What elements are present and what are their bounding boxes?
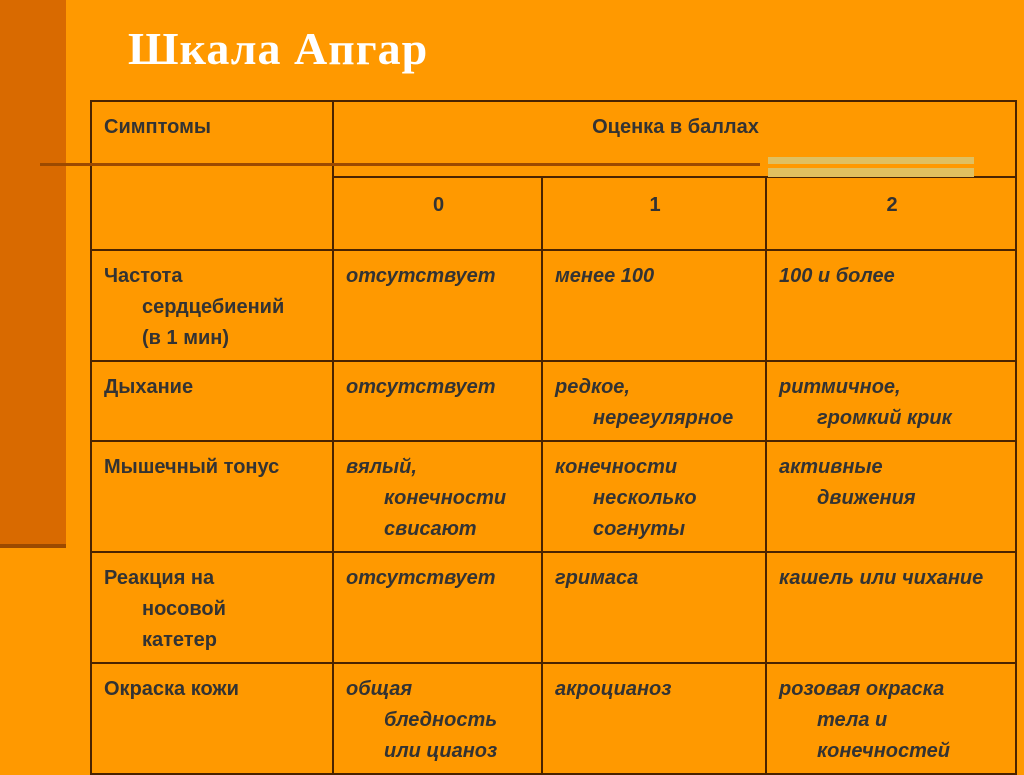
score-0-cell-line: отсутствует <box>346 265 496 287</box>
score-1-cell-line: нерегулярное <box>593 407 734 429</box>
score-2-cell <box>766 361 1016 441</box>
score-0-cell <box>333 663 542 774</box>
score-0-cell-line: общая <box>346 678 413 700</box>
score-2-cell <box>766 250 1016 361</box>
score-1-cell <box>542 361 766 441</box>
symptom-cell <box>91 552 333 663</box>
score-1-cell-line: менее 100 <box>555 265 655 287</box>
score-1-cell-line: несколько <box>593 487 697 509</box>
score-2-cell-line: ритмичное, <box>779 376 901 398</box>
score-2-cell-line: конечностей <box>817 740 950 762</box>
score-0-cell-line: свисают <box>384 518 477 540</box>
score-2-cell <box>766 552 1016 663</box>
score-0-cell <box>333 361 542 441</box>
score-0-cell <box>333 552 542 663</box>
header-level-0: 0 <box>333 177 542 250</box>
score-1-cell <box>542 250 766 361</box>
apgar-table <box>90 100 1017 775</box>
score-0-cell <box>333 250 542 361</box>
symptom-cell-line: (в 1 мин) <box>142 327 230 349</box>
header-score: Оценка в баллах <box>333 101 1016 177</box>
slide-title: Шкала Апгар <box>128 23 429 74</box>
score-0-cell-line: или цианоз <box>384 740 498 762</box>
score-2-cell <box>766 663 1016 774</box>
symptom-cell-line: Мышечный тонус <box>104 456 280 478</box>
symptom-cell-line: сердцебиений <box>142 296 285 318</box>
score-0-cell-line: отсутствует <box>346 376 496 398</box>
table-row <box>91 361 1016 441</box>
symptom-cell <box>91 250 333 361</box>
score-1-cell <box>542 552 766 663</box>
header-rule <box>40 163 760 166</box>
symptom-cell-line: Дыхание <box>104 376 194 398</box>
symptom-cell-line: Частота <box>104 265 183 287</box>
score-1-cell-line: редкое, <box>555 376 630 398</box>
score-1-cell-line: акроцианоз <box>555 678 672 700</box>
header-symptoms: Симптомы <box>91 101 333 250</box>
score-2-cell <box>766 441 1016 552</box>
score-0-cell-line: вялый, <box>346 456 417 478</box>
table-row <box>91 663 1016 774</box>
symptom-cell-line: катетер <box>142 629 217 651</box>
side-decor-bar <box>0 0 66 545</box>
score-0-cell <box>333 441 542 552</box>
symptom-cell <box>91 663 333 774</box>
score-2-cell-line: громкий крик <box>817 407 952 429</box>
score-2-cell-line: тела и <box>817 709 888 731</box>
score-1-cell-line: конечности <box>555 456 678 478</box>
score-2-cell-line: 100 и более <box>779 265 895 287</box>
score-0-cell-line: конечности <box>384 487 507 509</box>
symptom-cell-line: Окраска кожи <box>104 678 239 700</box>
score-2-cell-line: активные <box>779 456 883 478</box>
score-1-cell-line: согнуты <box>593 518 686 540</box>
score-1-cell <box>542 663 766 774</box>
score-1-cell-line: гримаса <box>555 567 639 589</box>
symptom-cell-line: Реакция на <box>104 567 215 589</box>
side-decor-line <box>0 544 66 548</box>
score-2-cell-line: розовая окраска <box>779 678 945 700</box>
table-row <box>91 552 1016 663</box>
score-0-cell-line: бледность <box>384 709 498 731</box>
symptom-cell <box>91 441 333 552</box>
header-level-1: 1 <box>542 177 766 250</box>
table-row <box>91 441 1016 552</box>
score-2-cell-line: движения <box>817 487 916 509</box>
header-rule-accent <box>768 157 974 177</box>
score-0-cell-line: отсутствует <box>346 567 496 589</box>
score-2-cell-line: кашель или чихание <box>779 567 984 589</box>
table-row <box>91 250 1016 361</box>
score-1-cell <box>542 441 766 552</box>
header-level-2: 2 <box>766 177 1016 250</box>
symptom-cell-line: носовой <box>142 598 226 620</box>
symptom-cell <box>91 361 333 441</box>
